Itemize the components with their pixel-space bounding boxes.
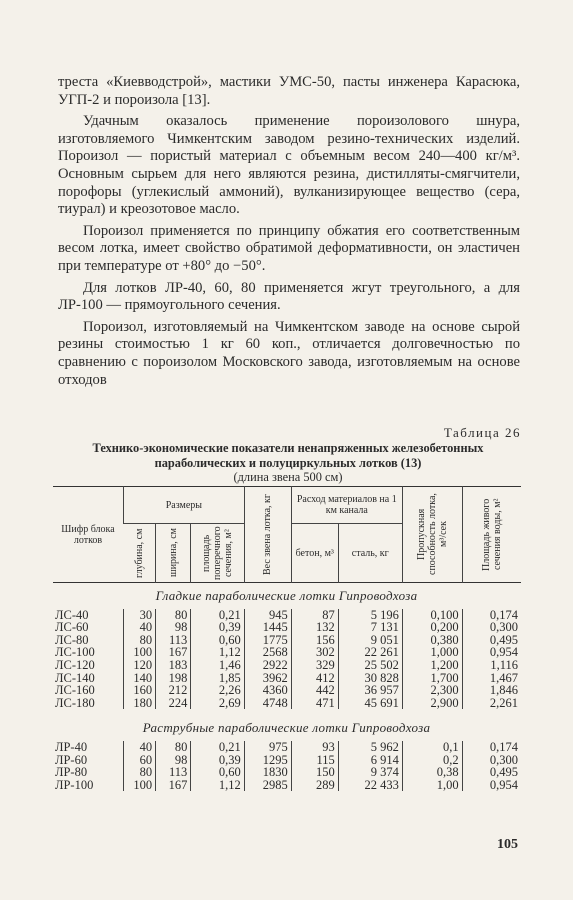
table-cell: 140 [124,672,156,685]
table-cell: 0,21 [191,609,244,622]
table-cell: 180 [124,697,156,710]
table-row [53,621,521,634]
table-cell: 0,954 [462,646,521,659]
table-cell: 302 [291,646,338,659]
table-cell: 150 [291,766,338,779]
section-title: Гладкие параболические лотки Гипроводхоза [155,588,418,603]
table-cell: 1,00 [402,779,462,792]
table-cell: 100 [124,646,156,659]
table-cell: 93 [291,741,338,754]
table-cell: 2,300 [402,684,462,697]
table-cell: 98 [156,621,191,634]
table-cell: 0,21 [191,741,244,754]
table-cell: 1775 [244,634,291,647]
table-row [53,684,521,697]
table-cell: 0,1 [402,741,462,754]
table-cell: 1,12 [191,646,244,659]
table-cell: 2,69 [191,697,244,710]
table-cell: 167 [156,779,191,792]
table-cell: 0,174 [462,609,521,622]
table-cell: 442 [291,684,338,697]
table-cell: 1,46 [191,659,244,672]
table-subtitle: (длина звена 500 см) [233,470,343,484]
table-cell: 471 [291,697,338,710]
table-cell: 0,60 [191,766,244,779]
table-cell: 5 962 [338,741,402,754]
table-cell: 329 [291,659,338,672]
table-cell: 113 [156,634,191,647]
table-cell: 5 196 [338,609,402,622]
header-area: площадь поперечного сечения, м² [191,524,244,583]
table-cell: 4360 [244,684,291,697]
paragraph: треста «Киевводстрой», мастики УМС-50, пасты инженера Карасюка, УГП-2 и пороизола [13]. [58,74,520,108]
table-cell: ЛР-80 [55,765,88,780]
table-cell: 2,261 [462,697,521,710]
header-depth: глубина, см [133,528,145,578]
header-code: Шифр блока лотков [61,523,115,546]
table-cell: 1,116 [462,659,521,672]
table-row [53,697,521,710]
table-cell: 22 261 [338,646,402,659]
table-cell: 2,900 [402,697,462,710]
table-cell: 945 [244,609,291,622]
table-cell: 0,60 [191,634,244,647]
table-cell: 1830 [244,766,291,779]
table-cell: 30 828 [338,672,402,685]
table-cell: ЛС-80 [55,632,89,647]
table-row [53,659,521,672]
table-cell: ЛР-40 [55,739,88,754]
table-title: Технико-экономические показатели ненапряженных железобетонных параболических и полуциркульных лотков (13) [92,441,484,470]
table-cell: 167 [156,646,191,659]
table-cell: ЛС-140 [55,670,95,685]
table-cell: 9 051 [338,634,402,647]
table-cell: 0,380 [402,634,462,647]
table-cell: 120 [124,659,156,672]
table-cell: 113 [156,766,191,779]
table-cell: 0,300 [462,621,521,634]
table-cell: 25 502 [338,659,402,672]
table-cell: 80 [124,634,156,647]
table-cell: 1,000 [402,646,462,659]
table-cell: 183 [156,659,191,672]
table-cell: 7 131 [338,621,402,634]
header-width: ширина, см [156,524,191,583]
table-cell: 60 [124,754,156,767]
table-cell: 0,200 [402,621,462,634]
table-cell: ЛР-60 [55,752,88,767]
table-cell: ЛС-40 [55,607,89,622]
table-cell: 0,300 [462,754,521,767]
table-cell: ЛС-100 [55,645,95,660]
table-cell: 1,700 [402,672,462,685]
table-cell: 0,39 [191,754,244,767]
paragraph: Для лотков ЛР-40, 60, 80 применяется жгут треугольного, а для ЛР-100 — прямоугольного сечения. [58,279,520,314]
table-cell: 1,12 [191,779,244,792]
table-cell: 2,26 [191,684,244,697]
paragraph: Пороизол, изготовляемый на Чимкентском заводе на основе сырой резины стоимостью 1 кг 60 коп., отличается долговечностью по сравнению с пороизолом Московского завода, изготовляемым на основе отходов [58,318,520,388]
table-cell: 2985 [244,779,291,792]
table-cell: 975 [244,741,291,754]
table-cell: 1,200 [402,659,462,672]
table-cell: 98 [156,754,191,767]
table-cell: 115 [291,754,338,767]
table-cell: 6 914 [338,754,402,767]
paragraph: Удачным оказалось применение пороизолового шнура, изготовляемого Чимкентским заводом резино-технических изделий. Пороизол — пористый материал с объемным весом 240—400 кг/м³. Основным сырьем для него являются резина, дистилляты-смягчители, порофоры (углекислый аммоний), вулканизирующее вещество (сера, тиурал) и креозотовое масло. [58,113,520,218]
table-cell: 2568 [244,646,291,659]
table-cell: 87 [291,609,338,622]
table-cell: 1445 [244,621,291,634]
page-number: 105 [497,837,518,852]
table-row [53,779,521,792]
body-text [58,74,520,393]
table-cell: 22 433 [338,779,402,792]
table-cell: ЛС-180 [55,695,95,710]
table-cell: 412 [291,672,338,685]
header-concrete: бетон, м³ [291,524,338,583]
table-cell: 36 957 [338,684,402,697]
table-cell: 224 [156,697,191,710]
table-cell: 0,495 [462,766,521,779]
table-cell: 0,174 [462,741,521,754]
table-cell: 4748 [244,697,291,710]
header-consumption: Расход материалов на 1 км канала [291,487,402,524]
table-cell: 9 374 [338,766,402,779]
table-cell: 45 691 [338,697,402,710]
table-row [53,741,521,754]
paragraph: Пороизол применяется по принципу обжатия его соответственным весом лотка, имеет свойство обратимой деформативности, он эластичен при температуре от +80° до −50°. [58,222,520,274]
table-cell: 212 [156,684,191,697]
table-cell: 0,495 [462,634,521,647]
table-cell: ЛС-120 [55,657,95,672]
table-cell: 40 [124,621,156,634]
data-table [53,486,521,791]
table-cell: 156 [291,634,338,647]
section-title-row [53,715,521,741]
header-steel: сталь, кг [338,524,402,583]
table-cell: 1,85 [191,672,244,685]
header-sizes: Размеры [124,487,245,524]
table-cell: 0,2 [402,754,462,767]
table-cell: ЛР-100 [55,777,94,792]
table-cell: ЛС-160 [55,683,95,698]
table-cell: 40 [124,741,156,754]
table-cell: 100 [124,779,156,792]
table-cell: 80 [156,609,191,622]
header-capacity: Пропускная способность лотка, м³/сек [402,487,462,583]
table-cell: 0,954 [462,779,521,792]
table-cell: 1,846 [462,684,521,697]
table-cell: 198 [156,672,191,685]
table-cell: 30 [124,609,156,622]
section-title-row [53,583,521,609]
table-cell: 289 [291,779,338,792]
section-title: Раструбные параболические лотки Гипроводхоза [142,720,431,736]
table-cell: 0,38 [402,766,462,779]
table-cell: 2922 [244,659,291,672]
table-cell: 0,100 [402,609,462,622]
table-cell: 160 [124,684,156,697]
table-cell: 80 [124,766,156,779]
header-weight: Вес звена лотка, кг [244,487,291,583]
table-cell: ЛС-60 [55,620,89,635]
table-cell: 1295 [244,754,291,767]
table-cell: 80 [156,741,191,754]
table-cell: 3962 [244,672,291,685]
table-cell: 1,467 [462,672,521,685]
table-row [53,766,521,779]
header-water-area: Площадь живого сечения воды, м² [462,487,521,583]
table-label: Таблица 26 [443,425,521,440]
table-cell: 0,39 [191,621,244,634]
table-cell: 132 [291,621,338,634]
